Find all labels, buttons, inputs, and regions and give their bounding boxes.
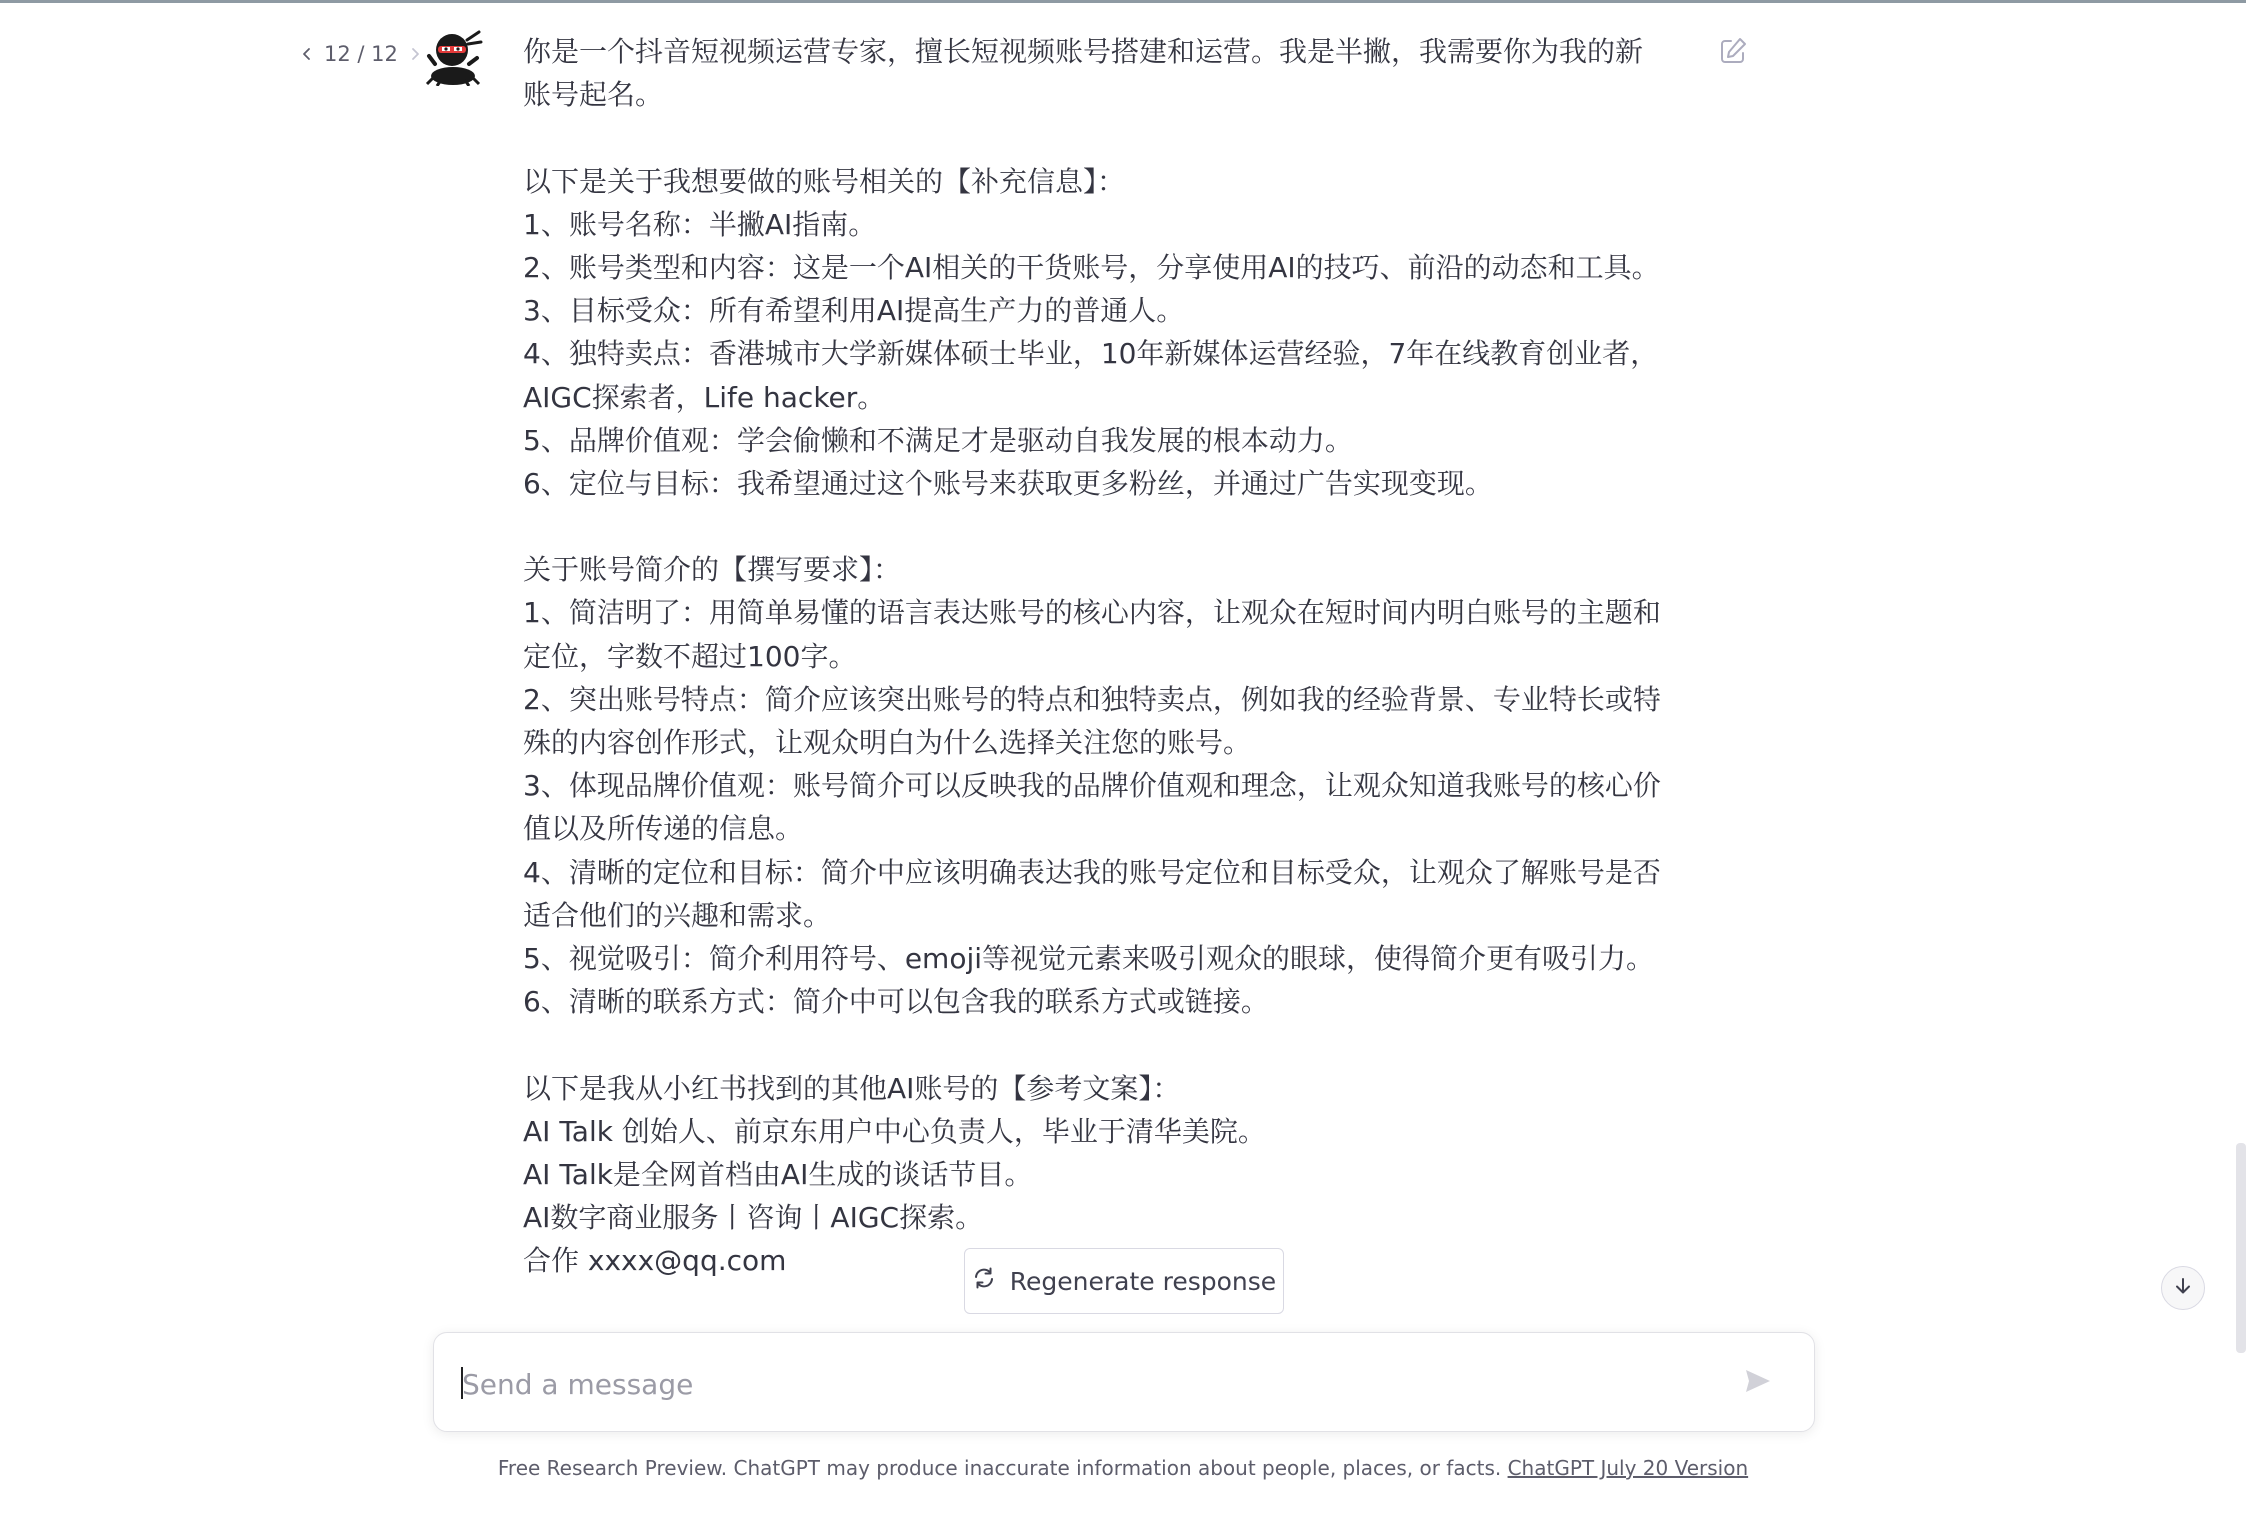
text-caret xyxy=(461,1367,463,1399)
send-icon xyxy=(1743,1366,1773,1400)
message-pager xyxy=(300,42,422,66)
message-line: 殊的内容创作形式，让观众明白为什么选择关注您的账号。 xyxy=(523,726,1252,759)
message-line: 1、账号名称：半撇AI指南。 xyxy=(523,207,877,241)
message-line: 以下是我从小红书找到的其他AI账号的【参考文案】： xyxy=(523,1071,1181,1105)
message-line: 1、简洁明了：用简单易懂的语言表达账号的核心内容，让观众在短时间内明白账号的主题和 xyxy=(523,596,1661,630)
message-line: 你是一个抖音短视频运营专家，擅长短视频账号搭建和运营。我是半撇，我需要你为我的新 xyxy=(523,35,1644,68)
message-line: 适合他们的兴趣和需求。 xyxy=(523,898,832,932)
regenerate-label: Regenerate response xyxy=(1009,1266,1277,1296)
user-message xyxy=(523,30,1703,1282)
message-line: 合作 xxxx@qq.com xyxy=(523,1244,787,1278)
pager-separator: / xyxy=(350,42,372,66)
message-line: AI Talk 创始人、前京东用户中心负责人，毕业于清华美院。 xyxy=(523,1114,1266,1148)
message-line: 3、目标受众：所有希望利用AI提高生产力的普通人。 xyxy=(523,294,1185,328)
message-line: 账号起名。 xyxy=(523,78,664,112)
message-line: 6、定位与目标：我希望通过这个账号来获取更多粉丝，并通过广告实现变现。 xyxy=(523,466,1493,500)
message-line: 5、视觉吸引：简介利用符号、emoji等视觉元素来吸引观众的眼球，使得简介更有吸引力。 xyxy=(523,941,1655,975)
footer-text: Free Research Preview. ChatGPT may produce inaccurate information about people, places, or facts. xyxy=(497,1456,1508,1480)
message-input[interactable] xyxy=(460,1355,1704,1413)
message-line: 6、清晰的联系方式：简介中可以包含我的联系方式或链接。 xyxy=(523,985,1269,1019)
message-line: AI数字商业服务丨咨询丨AIGC探索。 xyxy=(523,1201,984,1235)
message-line: AIGC探索者，Life hacker。 xyxy=(523,380,886,414)
scroll-to-bottom-button[interactable] xyxy=(2161,1266,2205,1310)
refresh-icon xyxy=(972,1266,996,1296)
chevron-left-icon[interactable] xyxy=(300,47,314,61)
message-line: 2、突出账号特点：简介应该突出账号的特点和独特卖点，例如我的经验背景、专业特长或特 xyxy=(523,682,1661,716)
edit-icon[interactable] xyxy=(1718,36,1748,66)
message-blank-line xyxy=(523,116,1703,159)
ninja-avatar-icon xyxy=(423,26,483,86)
message-line: AI Talk是全网首档由AI生成的谈话节目。 xyxy=(523,1157,1033,1191)
message-line: 3、体现品牌价值观：账号简介可以反映我的品牌价值观和理念，让观众知道我账号的核心价 xyxy=(523,769,1661,803)
message-blank-line xyxy=(523,505,1703,548)
send-button[interactable] xyxy=(1740,1365,1776,1401)
version-link[interactable]: ChatGPT July 20 Version xyxy=(1507,1456,1749,1480)
message-line: 定位，字数不超过100字。 xyxy=(523,639,857,673)
pager-label xyxy=(324,42,398,66)
pager-total: 12 xyxy=(371,42,398,66)
scrollbar-thumb[interactable] xyxy=(2236,1143,2246,1353)
message-line: 值以及所传递的信息。 xyxy=(523,812,804,846)
message-line: 以下是关于我想要做的账号相关的【补充信息】： xyxy=(523,164,1126,198)
message-composer xyxy=(433,1332,1815,1432)
message-line: 2、账号类型和内容：这是一个AI相关的干货账号，分享使用AI的技巧、前沿的动态和工具。 xyxy=(523,250,1660,284)
top-border xyxy=(0,0,2246,3)
pager-current: 12 xyxy=(324,42,351,66)
message-blank-line xyxy=(523,1023,1703,1066)
arrow-down-icon xyxy=(2173,1276,2193,1300)
message-line: 4、清晰的定位和目标：简介中应该明确表达我的账号定位和目标受众，让观众了解账号是否 xyxy=(523,855,1661,889)
chevron-right-icon[interactable] xyxy=(408,47,422,61)
message-line: 5、品牌价值观：学会偷懒和不满足才是驱动自我发展的根本动力。 xyxy=(523,423,1353,457)
regenerate-response-button[interactable] xyxy=(964,1248,1284,1314)
message-line: 关于账号简介的【撰写要求】： xyxy=(523,553,902,587)
message-line: 4、独特卖点：香港城市大学新媒体硕士毕业，10年新媒体运营经验，7年在线教育创业者， xyxy=(523,337,1659,371)
footer-disclaimer xyxy=(0,1456,2246,1480)
